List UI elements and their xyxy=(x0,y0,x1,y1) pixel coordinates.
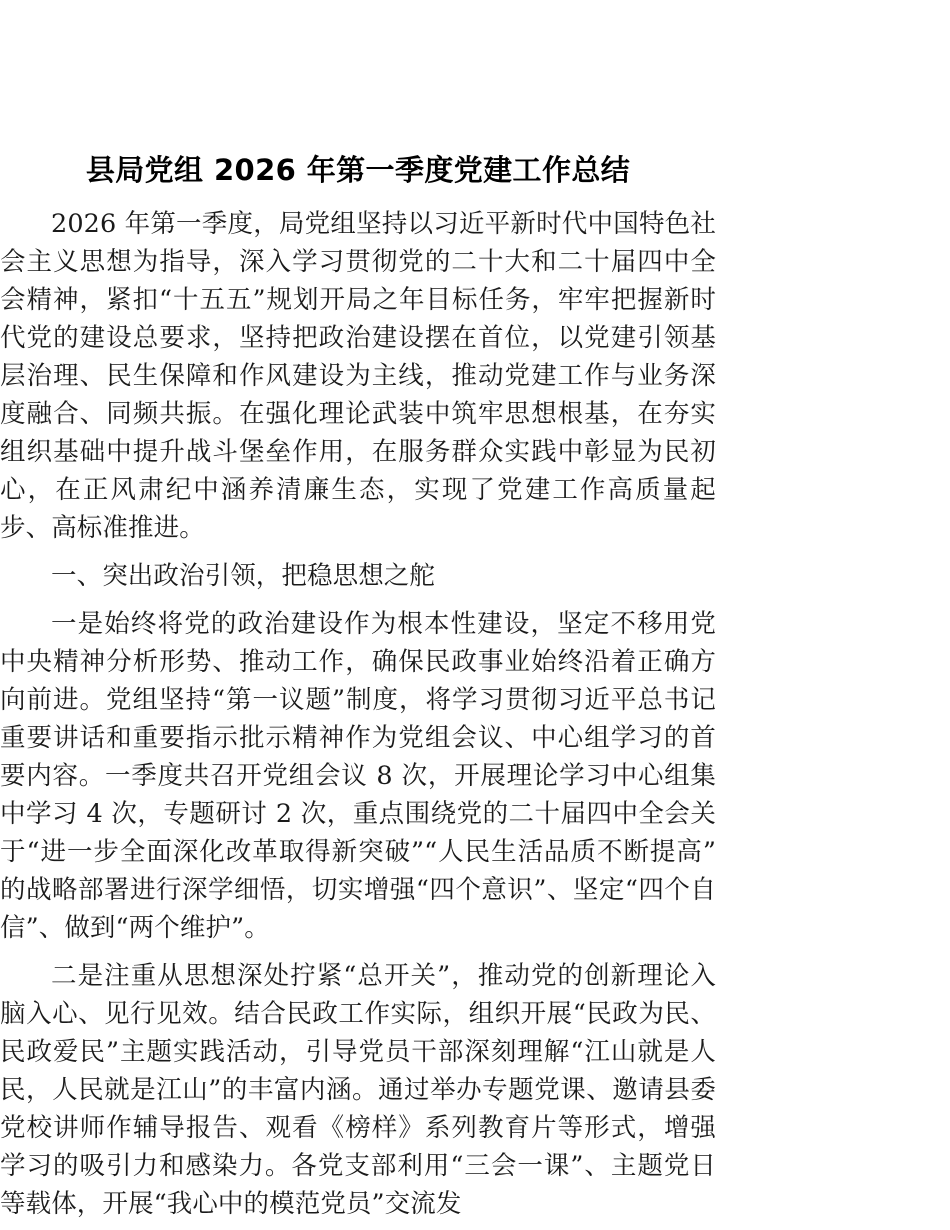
paragraph-point-two: 二是注重从思想深处拧紧“总开关”，推动党的创新理论入脑入心、见行见效。结合民政工作实际，组织开展“民政为民、民政爱民”主题实践活动，引导党员干部深刻理解“江山就是人民，人民就是江山”的丰富内涵。通过举办专题党课、邀请县委党校讲师作辅导报告、观看《榜样》系列教育片等形式，增强学习的吸引力和感染力。各党支部利用“三会一课”、主题党日等载体，开展“我心中的模范党员”交流发 xyxy=(0,961,716,1219)
paragraph-overview: 2026 年第一季度，局党组坚持以习近平新时代中国特色社会主义思想为指导，深入学习贯彻党的二十大和二十届四中全会精神，紧扣“十五五”规划开局之年目标任务，牢牢把握新时代党的建设总要求，坚持把政治建设摆在首位，以党建引领基层治理、民生保障和作风建设为主线，推动党建工作与业务深度融合、同频共振。在强化理论武装中筑牢思想根基，在夯实组织基础中提升战斗堡垒作用，在服务群众实践中彰显为民初心，在正风肃纪中涵养清廉生态，实现了党建工作高质量起步、高标准推进。 xyxy=(0,209,716,543)
document-body xyxy=(0,205,716,1223)
paragraph-point-one: 一是始终将党的政治建设作为根本性建设，坚定不移用党中央精神分析形势、推动工作，确保民政事业始终沿着正确方向前进。党组坚持“第一议题”制度，将学习贯彻习近平总书记重要讲话和重要指示批示精神作为党组会议、中心组学习的首要内容。一季度共召开党组会议 8 次，开展理论学习中心组集中学习 4 次，专题研讨 2 次，重点围绕党的二十届四中全会关于“进一步全面深化改革取得新突破”“人民生活品质不断提高”的战略部署进行深学细悟，切实增强“四个意识”、坚定“四个自信”、做到“两个维护”。 xyxy=(0,609,716,943)
section-heading-one: 一、突出政治引领，把稳思想之舵 xyxy=(51,561,436,591)
document-title: 县局党组 2026 年第一季度党建工作总结 xyxy=(85,153,631,187)
